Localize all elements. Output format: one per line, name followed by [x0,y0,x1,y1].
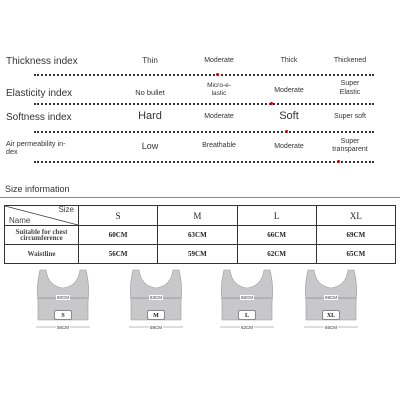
table-cell: 66CM [237,226,316,245]
softness-index-row [0,106,400,134]
size-header: S [79,206,158,226]
size-section-title: Size information [5,184,70,194]
bra-illustration [216,268,278,332]
size-tag: L [238,310,256,320]
scale-divider [34,74,374,76]
waist-measurement: 56CM [56,325,69,330]
table-row [5,245,396,264]
thickness-index-row [0,48,400,76]
index-option [322,79,378,97]
table-cell: 59CM [158,245,237,264]
size-table [4,205,396,264]
waist-measurement: 62CM [240,325,253,330]
section-divider [0,197,400,198]
header-size-label: Size [58,205,74,214]
index-option: Super soft [334,113,366,120]
index-option-text: Super [340,80,360,87]
size-name-header [5,206,79,226]
bra-illustration [125,268,187,332]
index-option: Hard [138,110,162,122]
index-label: Thickness index [6,56,78,67]
row-label: Suitable for chest circumference [5,226,79,245]
size-figure-s [32,268,94,332]
index-option: Soft [279,110,299,122]
index-option: Low [141,141,159,151]
table-cell: 65CM [316,245,395,264]
index-option-text: Elastic [339,89,361,96]
bra-illustration [300,268,362,332]
air-permeability-index-row [0,136,400,164]
index-option: Thick [280,57,298,64]
index-option-text: Super [340,138,360,145]
selection-marker [270,102,273,105]
table-cell: 60CM [79,226,158,245]
index-label-text: dex [6,147,18,156]
chest-measurement: 63CM [149,295,162,300]
waist-measurement: 59CM [149,325,162,330]
index-option-text: Micro-e- [207,82,231,89]
index-option [322,138,378,154]
index-option: No bullet [135,88,165,97]
table-cell: 69CM [316,226,395,245]
index-label [6,140,86,156]
table-header-row [5,206,396,226]
index-label: Softness index [6,112,72,123]
size-tag: M [147,310,165,320]
index-option: Moderate [204,113,234,120]
index-option: Breathable [202,142,236,149]
index-option: Thin [142,56,158,65]
size-header: L [237,206,316,226]
selection-marker [216,73,219,76]
size-tag: S [54,310,72,320]
index-label-text: Air permeability in- [6,139,66,148]
size-figure-l [216,268,278,332]
chest-measurement: 60CM [56,295,69,300]
size-header: M [158,206,237,226]
index-option: Moderate [274,143,304,150]
table-cell: 56CM [79,245,158,264]
size-tag: XL [322,310,340,320]
index-option [192,82,246,98]
waist-measurement: 65CM [324,325,337,330]
index-option-text: lastic [211,90,227,97]
index-label: Elasticity index [6,88,73,99]
size-header: XL [316,206,395,226]
size-figure-m [125,268,187,332]
chest-measurement: 69CM [324,295,337,300]
index-option: Thickened [333,57,367,64]
scale-divider [34,161,374,163]
scale-divider [34,103,374,105]
index-option-text: transparent [332,146,368,153]
selection-marker [285,130,288,133]
table-cell: 62CM [237,245,316,264]
table-cell: 63CM [158,226,237,245]
bra-illustration [32,268,94,332]
header-name-label: Name [9,216,31,225]
index-option: Moderate [274,87,304,94]
table-row [5,226,396,245]
chest-measurement: 66CM [240,295,253,300]
size-figure-xl [300,268,362,332]
row-label: Waistline [5,245,79,264]
selection-marker [337,160,340,163]
index-option: Moderate [204,57,234,64]
scale-divider [34,131,374,133]
